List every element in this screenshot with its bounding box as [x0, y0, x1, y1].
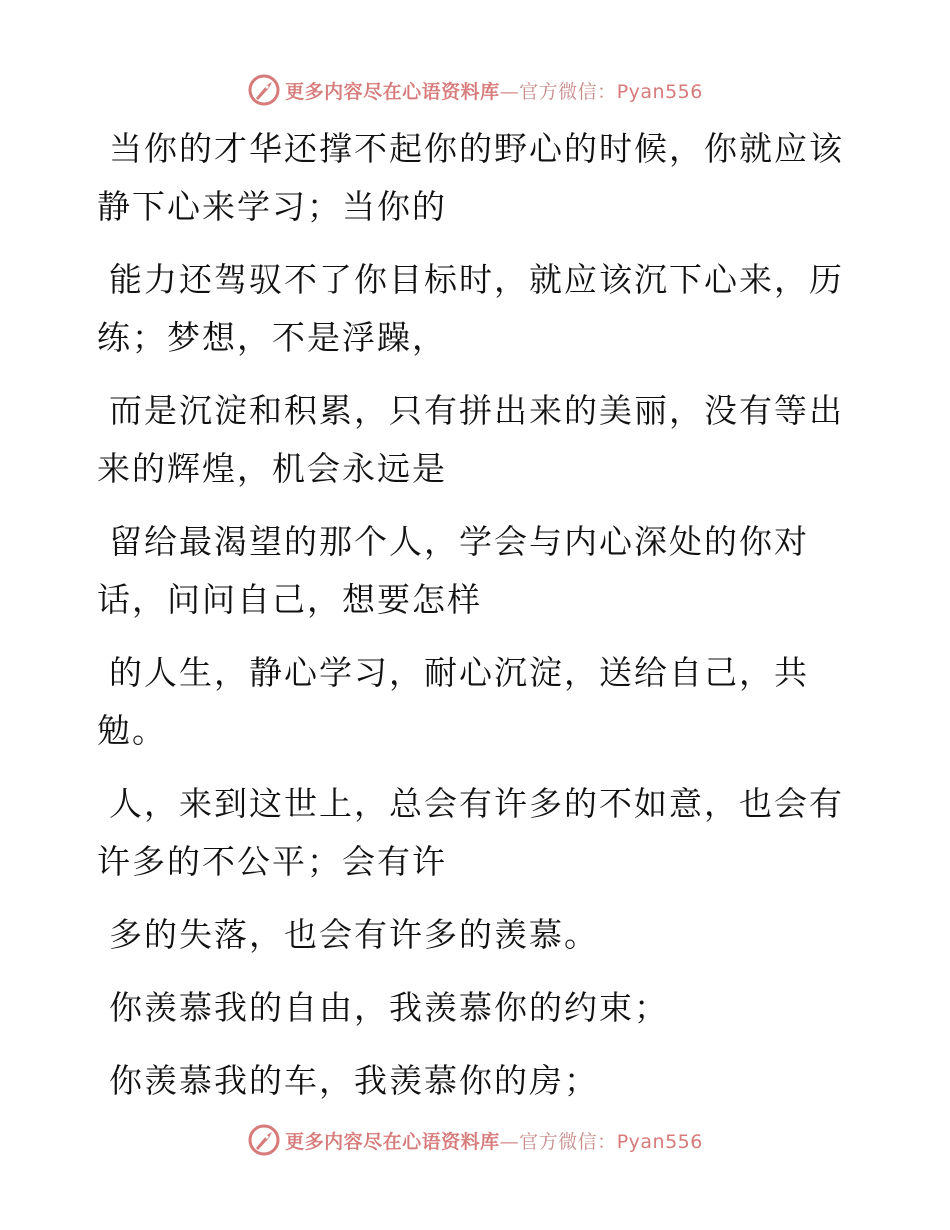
footer-watermark — [0, 1120, 950, 1160]
header-dash: — — [499, 80, 520, 103]
paragraph — [97, 120, 844, 236]
paragraph-line: 许多的不公平；会有许 — [97, 842, 447, 881]
paragraph-line: 话，问问自己，想要怎样 — [97, 580, 482, 619]
paragraph-line: 而是沉淀和积累，只有拼出来的美丽，没有等出 — [109, 391, 844, 430]
pen-nib-logo-icon — [247, 73, 281, 107]
header-watermark-text — [285, 77, 703, 104]
paragraph-line: 练；梦想，不是浮躁， — [97, 318, 447, 357]
header-wechat-id: Pyan556 — [616, 80, 703, 103]
paragraph-line: 人，来到这世上，总会有许多的不如意，也会有 — [109, 784, 844, 823]
footer-watermark-text — [285, 1127, 703, 1154]
paragraph — [97, 979, 837, 1037]
footer-dash: — — [499, 1130, 520, 1153]
footer-wechat-label: 官方微信： — [519, 1130, 617, 1153]
paragraph — [97, 382, 844, 498]
paragraph-line: 静下心来学习；当你的 — [97, 187, 447, 226]
paragraph-line: 你羡慕我的自由，我羡慕你的约束； — [109, 988, 669, 1027]
paragraph-line: 能力还驾驭不了你目标时，就应该沉下心来，历 — [109, 260, 844, 299]
paragraph — [97, 251, 844, 367]
paragraph-line: 来的辉煌，机会永远是 — [97, 449, 447, 488]
header-wechat-label: 官方微信： — [519, 80, 617, 103]
header-watermark — [0, 70, 950, 110]
pen-nib-logo-icon — [247, 1123, 281, 1157]
paragraph-line: 留给最渴望的那个人，学会与内心深处的你对 — [109, 522, 809, 561]
paragraph-line: 勉。 — [97, 711, 167, 750]
paragraph-line: 当你的才华还撑不起你的野心的时候，你就应该 — [109, 129, 844, 168]
footer-wechat-id: Pyan556 — [616, 1130, 703, 1153]
paragraph-line: 的人生，静心学习，耐心沉淀，送给自己，共 — [109, 653, 809, 692]
paragraph-line: 你羡慕我的车，我羡慕你的房； — [109, 1061, 599, 1100]
footer-brand: 更多内容尽在心语资料库 — [285, 1130, 500, 1153]
paragraph — [97, 1052, 837, 1110]
header-brand: 更多内容尽在心语资料库 — [285, 80, 500, 103]
paragraph — [97, 906, 837, 964]
paragraph — [97, 775, 844, 891]
paragraph — [97, 513, 837, 629]
paragraph — [97, 644, 837, 760]
document-body — [97, 120, 844, 1110]
paragraph-line: 多的失落，也会有许多的羡慕。 — [109, 915, 599, 954]
